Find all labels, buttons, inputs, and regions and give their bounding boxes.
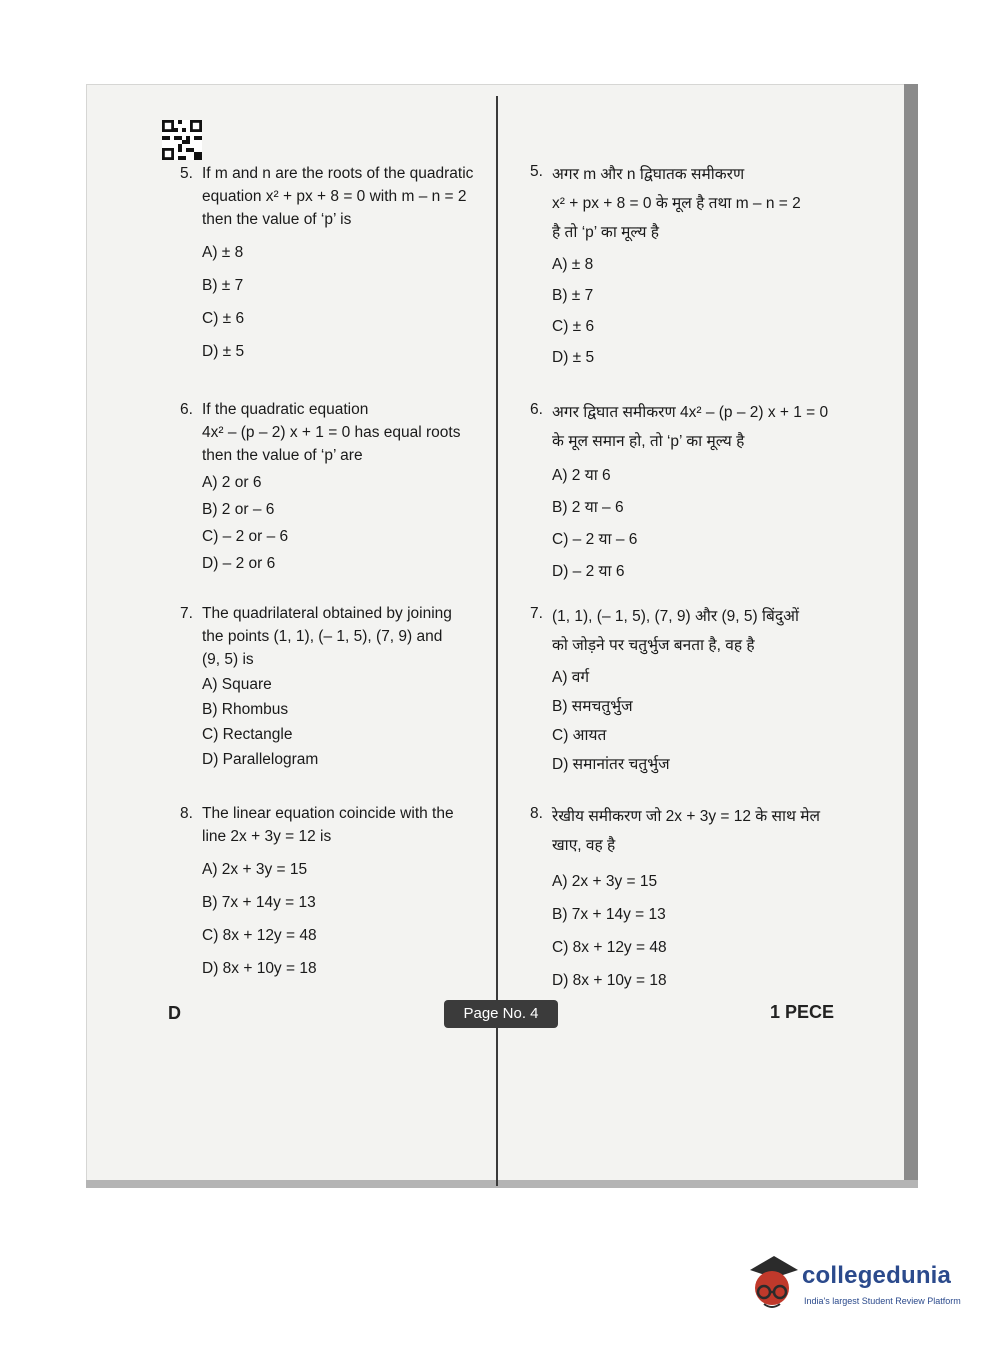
option-a: A) Square	[202, 676, 272, 693]
question-number: 7.	[180, 605, 193, 622]
option-b: B) ± 7	[202, 277, 244, 294]
option-d: D) – 2 या 6	[552, 563, 625, 580]
option-a: A) ± 8	[552, 256, 594, 273]
question-stem: The linear equation coincide with the line 2x + 3y = 12 is	[202, 805, 454, 845]
option-b: B) 2 या – 6	[552, 499, 624, 516]
sheet-bottom-shadow	[86, 1180, 918, 1188]
question-stem: (1, 1), (– 1, 5), (7, 9) और (9, 5) बिंदुओं को जोड़ने पर चतुर्भुज बनता है, वह है	[552, 608, 799, 654]
question-hi-7	[530, 602, 830, 776]
option-b: B) ± 7	[552, 287, 594, 304]
option-b: B) Rhombus	[202, 701, 289, 718]
option-a: A) 2x + 3y = 15	[202, 861, 308, 878]
question-en-8	[180, 802, 485, 980]
question-number: 5.	[530, 163, 543, 180]
question-number: 5.	[180, 165, 193, 182]
question-number: 8.	[530, 805, 543, 822]
option-d: D) समानांतर चतुर्भुज	[552, 756, 670, 773]
option-c: C) ± 6	[202, 310, 245, 327]
option-c: C) 8x + 12y = 48	[552, 939, 667, 956]
logo-tagline: India's largest Student Review Platform	[804, 1296, 961, 1306]
option-b: B) समचतुर्भुज	[552, 698, 633, 715]
question-en-7	[180, 602, 485, 771]
qr-code-icon	[162, 120, 202, 160]
question-hi-8	[530, 802, 830, 992]
option-d: D) – 2 or 6	[202, 555, 276, 572]
option-b: B) 2 or – 6	[202, 501, 275, 518]
option-c: C) Rectangle	[202, 726, 293, 743]
option-c: C) 8x + 12y = 48	[202, 927, 317, 944]
question-number: 6.	[530, 401, 543, 418]
paper-code: 1 PECE	[770, 1002, 835, 1022]
question-number: 7.	[530, 605, 543, 622]
question-stem: If the quadratic equation 4x² – (p – 2) x + 1 = 0 has equal roots then the value of ‘p’ are	[202, 401, 461, 464]
option-b: B) 7x + 14y = 13	[202, 894, 316, 911]
question-hi-6	[530, 398, 830, 583]
question-number: 8.	[180, 805, 193, 822]
question-en-6	[180, 398, 485, 575]
logo-wordmark: collegedunia	[802, 1262, 952, 1289]
option-d: D) Parallelogram	[202, 751, 319, 768]
question-stem: रेखीय समीकरण जो 2x + 3y = 12 के साथ मेल खाए, वह है	[552, 808, 820, 854]
collegedunia-logo	[742, 1248, 972, 1318]
booklet-series: D	[168, 1003, 181, 1023]
option-c: C) आयत	[552, 727, 607, 744]
option-a: A) 2 या 6	[552, 467, 611, 484]
option-d: D) ± 5	[552, 349, 595, 366]
option-c: C) ± 6	[552, 318, 595, 335]
option-b: B) 7x + 14y = 13	[552, 906, 666, 923]
option-a: A) ± 8	[202, 244, 244, 261]
question-number: 6.	[180, 401, 193, 418]
option-d: D) 8x + 10y = 18	[552, 972, 667, 989]
question-stem: अगर द्विघात समीकरण 4x² – (p – 2) x + 1 = 0 के मूल समान हो, तो ‘p’ का मूल्य है	[552, 404, 829, 450]
question-en-5	[180, 162, 485, 363]
option-d: D) ± 5	[202, 343, 245, 360]
question-stem: If m and n are the roots of the quadratic equation x² + px + 8 = 0 with m – n = 2 then the value of ‘p’ is	[202, 165, 474, 228]
question-hi-5	[530, 160, 830, 369]
option-d: D) 8x + 10y = 18	[202, 960, 317, 977]
option-a: A) वर्ग	[552, 669, 590, 686]
option-a: A) 2 or 6	[202, 474, 262, 491]
question-stem: The quadrilateral obtained by joining the points (1, 1), (– 1, 5), (7, 9) and (9, 5) is	[202, 605, 452, 668]
option-a: A) 2x + 3y = 15	[552, 873, 658, 890]
option-c: C) – 2 or – 6	[202, 528, 289, 545]
sheet-edge-shadow	[904, 84, 918, 1188]
mascot-icon	[742, 1248, 802, 1318]
question-stem: अगर m और n द्विघातक समीकरण x² + px + 8 = 0 के मूल है तथा m – n = 2 है तो ‘p’ का मूल्य है	[552, 166, 801, 241]
page-number-badge: Page No. 4	[444, 1000, 558, 1028]
option-c: C) – 2 या – 6	[552, 531, 638, 548]
